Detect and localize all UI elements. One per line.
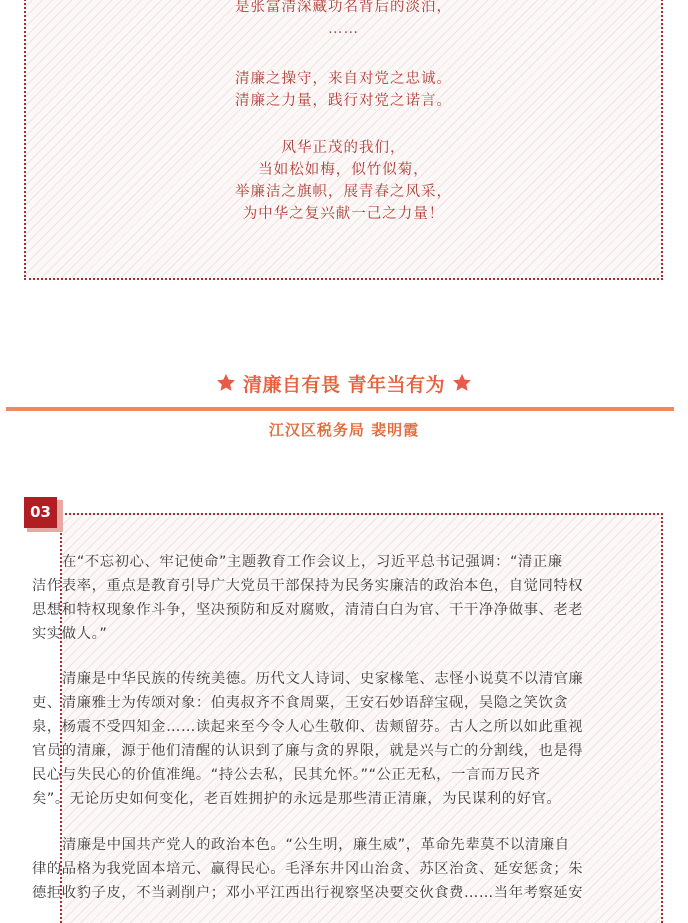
paragraph-line: 思想和特权现象作斗争，坚决预防和反对腐败，清清白白为官、干干净净做事、老老 [32, 602, 584, 618]
section-divider [6, 407, 674, 411]
paragraph-line: 洁作表率，重点是教育引导广大党员干部保持为民务实廉洁的政治本色，自觉同特权 [32, 578, 584, 594]
paragraph-line: 官员的清廉，源于他们清醒的认识到了廉与贪的界限，就是兴与亡的分割线，也是得 [32, 743, 584, 759]
article-paragraph-2 [32, 667, 650, 811]
poem-panel [24, 0, 663, 280]
section-number-badge: 03 [24, 497, 57, 528]
poem-stanza-2 [26, 68, 661, 112]
paragraph-line: 律的品格为我党固本培元、赢得民心。毛泽东井冈山治贪、苏区治贪、延安惩贪；朱 [32, 861, 584, 877]
paragraph-line: 矣”。无论历史如何变化，老百姓拥护的永远是那些清正清廉，为民谋利的好官。 [32, 791, 562, 807]
poem-line: 风华正茂的我们， [281, 140, 406, 156]
poem-line: 清廉之操守，来自对党之忠诚。 [235, 71, 452, 87]
paragraph-line: 实实做人。” [32, 626, 108, 642]
paragraph-line: 泉，杨震不受四知金……读起来至今令人心生敬仰、齿颊留芬。古人之所以如此重视 [32, 719, 584, 735]
star-icon [451, 372, 473, 394]
paragraph-line: 德拒收豹子皮，不当剥削户；邓小平江西出行视察坚决要交伙食费……当年考察延安 [32, 885, 584, 901]
poem-stanza-3 [26, 137, 661, 225]
poem-line: 清廉之力量，践行对党之诺言。 [235, 93, 452, 109]
star-icon [215, 372, 237, 394]
paragraph-line: 吏、清廉雅士为传颂对象：伯夷叔齐不食周粟，王安石妙语辞宝砚，吴隐之笑饮贪 [32, 695, 569, 711]
poem-ellipsis: …… [328, 21, 359, 37]
paragraph-line: 在“不忘初心、牢记使命”主题教育工作会议上，习近平总书记强调：“清正廉 [62, 554, 563, 570]
poem-line: 为中华之复兴献一己之力量！ [242, 206, 445, 222]
section-title: 清廉自有畏 青年当有为 [242, 374, 446, 396]
poem-line: 举廉洁之旗帜，展青春之风采， [235, 184, 452, 200]
poem-line: 当如松如梅，似竹似菊， [258, 162, 429, 178]
article-paragraph-3 [32, 833, 650, 905]
poem-stanza-1 [26, 0, 661, 40]
paragraph-line: 民心与失民心的价值准绳。“持公去私，民其允怀。”“公正无私，一言而万民齐 [32, 767, 541, 783]
paragraph-line: 清廉是中华民族的传统美德。历代文人诗词、史家椽笔、志怪小说莫不以清官廉 [62, 671, 584, 687]
poem-line: 是张富清深藏功名背后的淡泊， [235, 0, 452, 15]
paragraph-line: 清廉是中国共产党人的政治本色。“公生明，廉生威”，革命先辈莫不以清廉自 [62, 837, 570, 853]
article-paragraph-1 [32, 550, 650, 646]
section-heading [0, 371, 688, 399]
section-author: 江汉区税务局 裴明霞 [268, 421, 420, 439]
